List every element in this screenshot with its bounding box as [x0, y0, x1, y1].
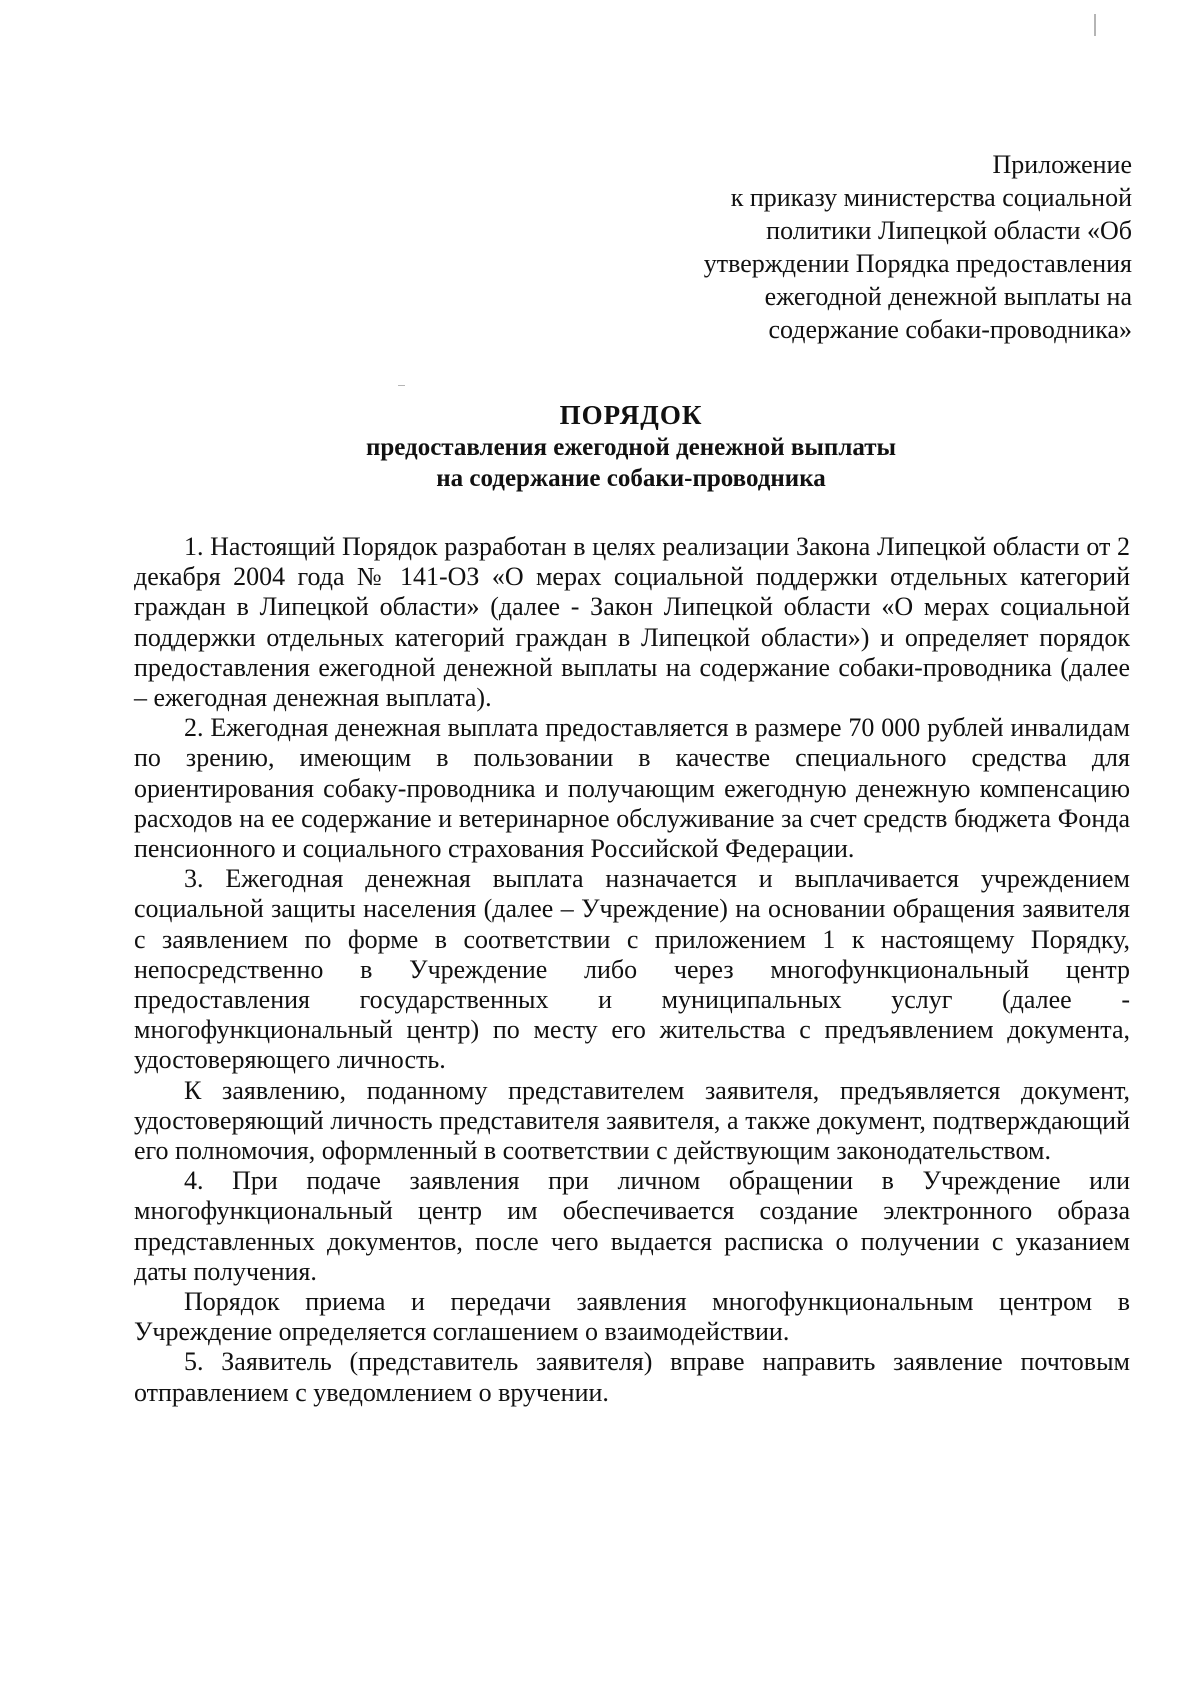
scan-artifact-mid: [398, 385, 405, 386]
paragraph-4: 4. При подаче заявления при личном обращении в Учреждение или многофункциональный центр им обеспечивается создание электронного образа представленных документов, после чего выдается расписка о получении с указанием даты получения.: [134, 1166, 1130, 1286]
appendix-line: ежегодной денежной выплаты на: [764, 282, 1132, 311]
paragraph-1: 1. Настоящий Порядок разработан в целях реализации Закона Липецкой области от 2 декабря 2004 года № 141-ОЗ «О мерах социальной поддержки отдельных категорий граждан в Липецкой области» (далее - Закон Липецкой области «О мерах социальной поддержки отдельных категорий граждан в Липецкой области») и определяет порядок предоставления ежегодной денежной выплаты на содержание собаки-проводника (далее – ежегодная денежная выплата).: [134, 532, 1130, 713]
paragraph-3: 3. Ежегодная денежная выплата назначается и выплачивается учреждением социальной защиты населения (далее – Учреждение) на основании обращения заявителя с заявлением по форме в соответствии с приложением 1 к настоящему Порядку, непосредственно в Учреждение либо через многофункциональный центр предоставления государственных и муниципальных услуг (далее - многофункциональный центр) по месту его жительства с предъявлением документа, удостоверяющего личность.: [134, 864, 1130, 1075]
paragraph-2: 2. Ежегодная денежная выплата предоставляется в размере 70 000 рублей инвалидам по зрению, имеющим в пользовании в качестве специального средства для ориентирования собаку-проводника и получающим ежегодную денежную компенсацию расходов на ее содержание и ветеринарное обслуживание за счет средств бюджета Фонда пенсионного и социального страхования Российской Федерации.: [134, 713, 1130, 864]
appendix-line: политики Липецкой области «Об: [766, 216, 1132, 245]
paragraph-5: 5. Заявитель (представитель заявителя) вправе направить заявление почтовым отправлением с уведомлением о вручении.: [134, 1347, 1130, 1407]
appendix-line: Приложение: [992, 150, 1132, 179]
appendix-line: содержание собаки-проводника»: [768, 315, 1132, 344]
document-title: ПОРЯДОК: [559, 400, 703, 430]
document-body: [134, 532, 1130, 1408]
paragraph-3-representative: К заявлению, поданному представителем заявителя, предъявляется документ, удостоверяющий личность представителя заявителя, а также документ, подтверждающий его полномочия, оформленный в соответствии с действующим законодательством.: [134, 1075, 1130, 1166]
document-subtitle-line-2: на содержание собаки-проводника: [436, 465, 826, 492]
appendix-header: [612, 148, 1132, 346]
appendix-line: утверждении Порядка предоставления: [703, 249, 1132, 278]
document-subtitle-line-1: предоставления ежегодной денежной выплаты: [365, 434, 897, 461]
document-title-block: [0, 398, 1200, 494]
paragraph-4-mfc-procedure: Порядок приема и передачи заявления многофункциональным центром в Учреждение определяется соглашением о взаимодействии.: [134, 1287, 1130, 1347]
scan-artifact-top: [1094, 14, 1096, 36]
appendix-line: к приказу министерства социальной: [730, 183, 1132, 212]
